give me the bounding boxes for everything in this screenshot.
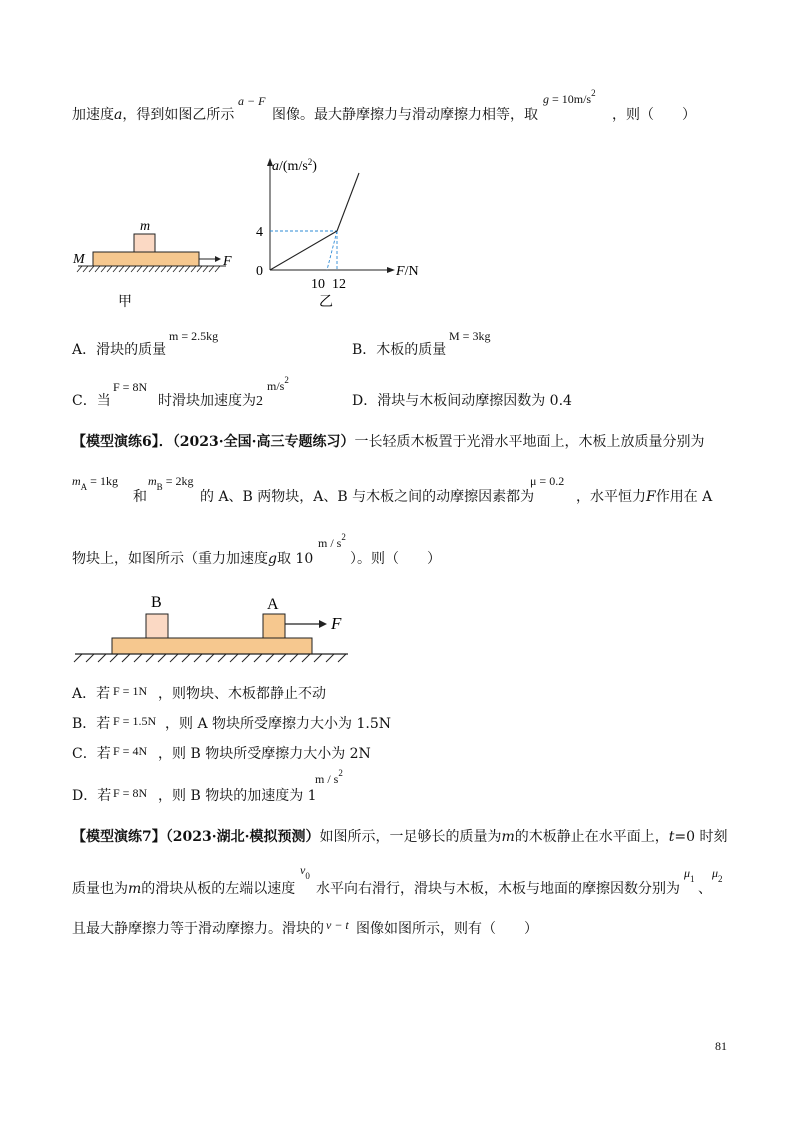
figure-yi [250,152,435,310]
q7-v-t: v − t [326,918,349,932]
graph-segment-1 [270,231,337,270]
q5-option-D[interactable]: D．滑块与木板间动摩擦因数为 0.4 [352,393,572,409]
q5-option-B[interactable]: B．木板的质量 [352,342,447,358]
guide-x10 [327,231,337,270]
x-tick-10: 10 [311,277,325,292]
q6-option-D[interactable]: D．若 [72,788,112,804]
q7-line3-end: 图像如图所示，则有（ ） [356,921,538,937]
q7-line2-mid: 水平向右滑行，滑块与木板，木板与地面的摩擦因数分别为 [316,881,680,897]
q5-g-value: $g = 10m/s^2$ [543,88,596,106]
q6-line3: 物块上，如图所示（重力加速度g取 10 [72,551,314,567]
block-m [134,234,155,252]
label-M: M [73,252,85,267]
q5-option-C-unit: $m/s^2$ [267,375,289,393]
q5-option-C-F: F = 8N [113,380,148,394]
y-axis-label: $a/(m/s^2)$ [272,157,317,174]
force-arrow-head [215,256,221,262]
q5-option-A-value: m = 2.5kg [169,329,219,343]
q5-option-C-rest: 时滑块加速度为2 [158,393,263,409]
q7-mu1: $\mu_1$ [684,866,695,884]
q5-option-C[interactable]: C．当 [72,393,111,409]
q7-sep: 、 [698,881,712,897]
q5-option-B-value: M = 3kg [449,329,491,343]
q5-option-A[interactable]: A．滑块的质量 [72,342,167,358]
ground-hatching-q6 [74,654,346,662]
board [112,638,312,654]
q6-option-A-rest: ，则物块、木板都静止不动 [158,686,326,702]
q6-and: 和 [133,489,147,505]
q6-option-B-F: F = 1.5N [113,714,157,728]
caption-jia: 甲 [118,295,132,310]
q6-option-A-F: F = 1N [113,684,148,698]
q6-line3-unit: m / $s^2$ [318,532,346,550]
q6-line2: 的 A、B 两物块，A、B 与木板之间的动摩擦因素都为 [200,489,535,505]
q5-line1-mid: 图像。最大静摩擦力与滑动摩擦力相等，取 [272,107,538,123]
q6-figure [70,588,360,668]
q7-mu2: $\mu_2$ [712,866,723,884]
block-B [146,614,168,638]
q6-mA: $m_A = 1kg$ [72,474,118,492]
q5-line1-end: ，则（ ） [612,107,696,123]
q6-option-A[interactable]: A．若 [72,686,111,702]
label-m: m [140,219,151,234]
q7-line2: 质量也为m的滑块从板的左端以速度 [72,881,296,897]
q6-option-D-unit: m / $s^2$ [315,768,343,786]
q5-line1: 加速度a，得到如图乙所示 [72,107,235,123]
graph-segment-2 [337,173,359,231]
label-F: F [223,254,232,269]
q6-mB: $m_B = 2kg$ [148,474,194,492]
origin-label: 0 [256,264,263,279]
x-axis-arrow [387,267,395,273]
q5-a-minus-f: a − F [238,94,266,108]
force-arrow-q6-head [319,620,327,628]
q6-option-C-F: F = 4N [113,744,148,758]
label-A: A [267,596,279,613]
q6-header: 【模型演练6】．（2023·全国·高三专题练习）一长轻质木板置于光滑水平地面上，木板上放质量分别为 [72,434,705,450]
q7-line3: 且最大静摩擦力等于滑动摩擦力。滑块的 [72,921,324,937]
q6-mu: μ = 0.2 [530,474,565,488]
x-tick-12: 12 [332,277,346,292]
figure-jia [68,215,243,310]
x-axis-label: F/N [396,264,419,279]
caption-yi: 乙 [319,295,333,310]
ground-hatching [77,266,220,272]
q7-v0: $v_0$ [300,863,310,881]
q7-header: 【模型演练7】（2023·湖北·模拟预测）如图所示，一足够长的质量为m的木板静止在水平面上，t=0 时刻 [72,829,728,845]
y-tick-4: 4 [256,225,263,240]
q6-option-D-rest: ，则 B 物块的加速度为 1 [158,788,317,804]
q6-option-C-rest: ，则 B 物块所受摩擦力大小为 2N [158,746,371,762]
q6-option-C[interactable]: C．若 [72,746,111,762]
page-number: 81 [715,1039,727,1053]
label-F-q6: F [331,614,342,633]
q6-option-B-rest: ，则 A 物块所受摩擦力大小为 1.5N [165,716,391,732]
block-A [263,614,285,638]
q6-line2-end: ，水平恒力F作用在 A [576,489,713,505]
board-M [93,252,199,266]
label-B: B [151,594,162,611]
q6-line3-end: ）。则（ ） [350,551,441,567]
q6-option-D-F: F = 8N [113,786,148,800]
q6-option-B[interactable]: B．若 [72,716,111,732]
